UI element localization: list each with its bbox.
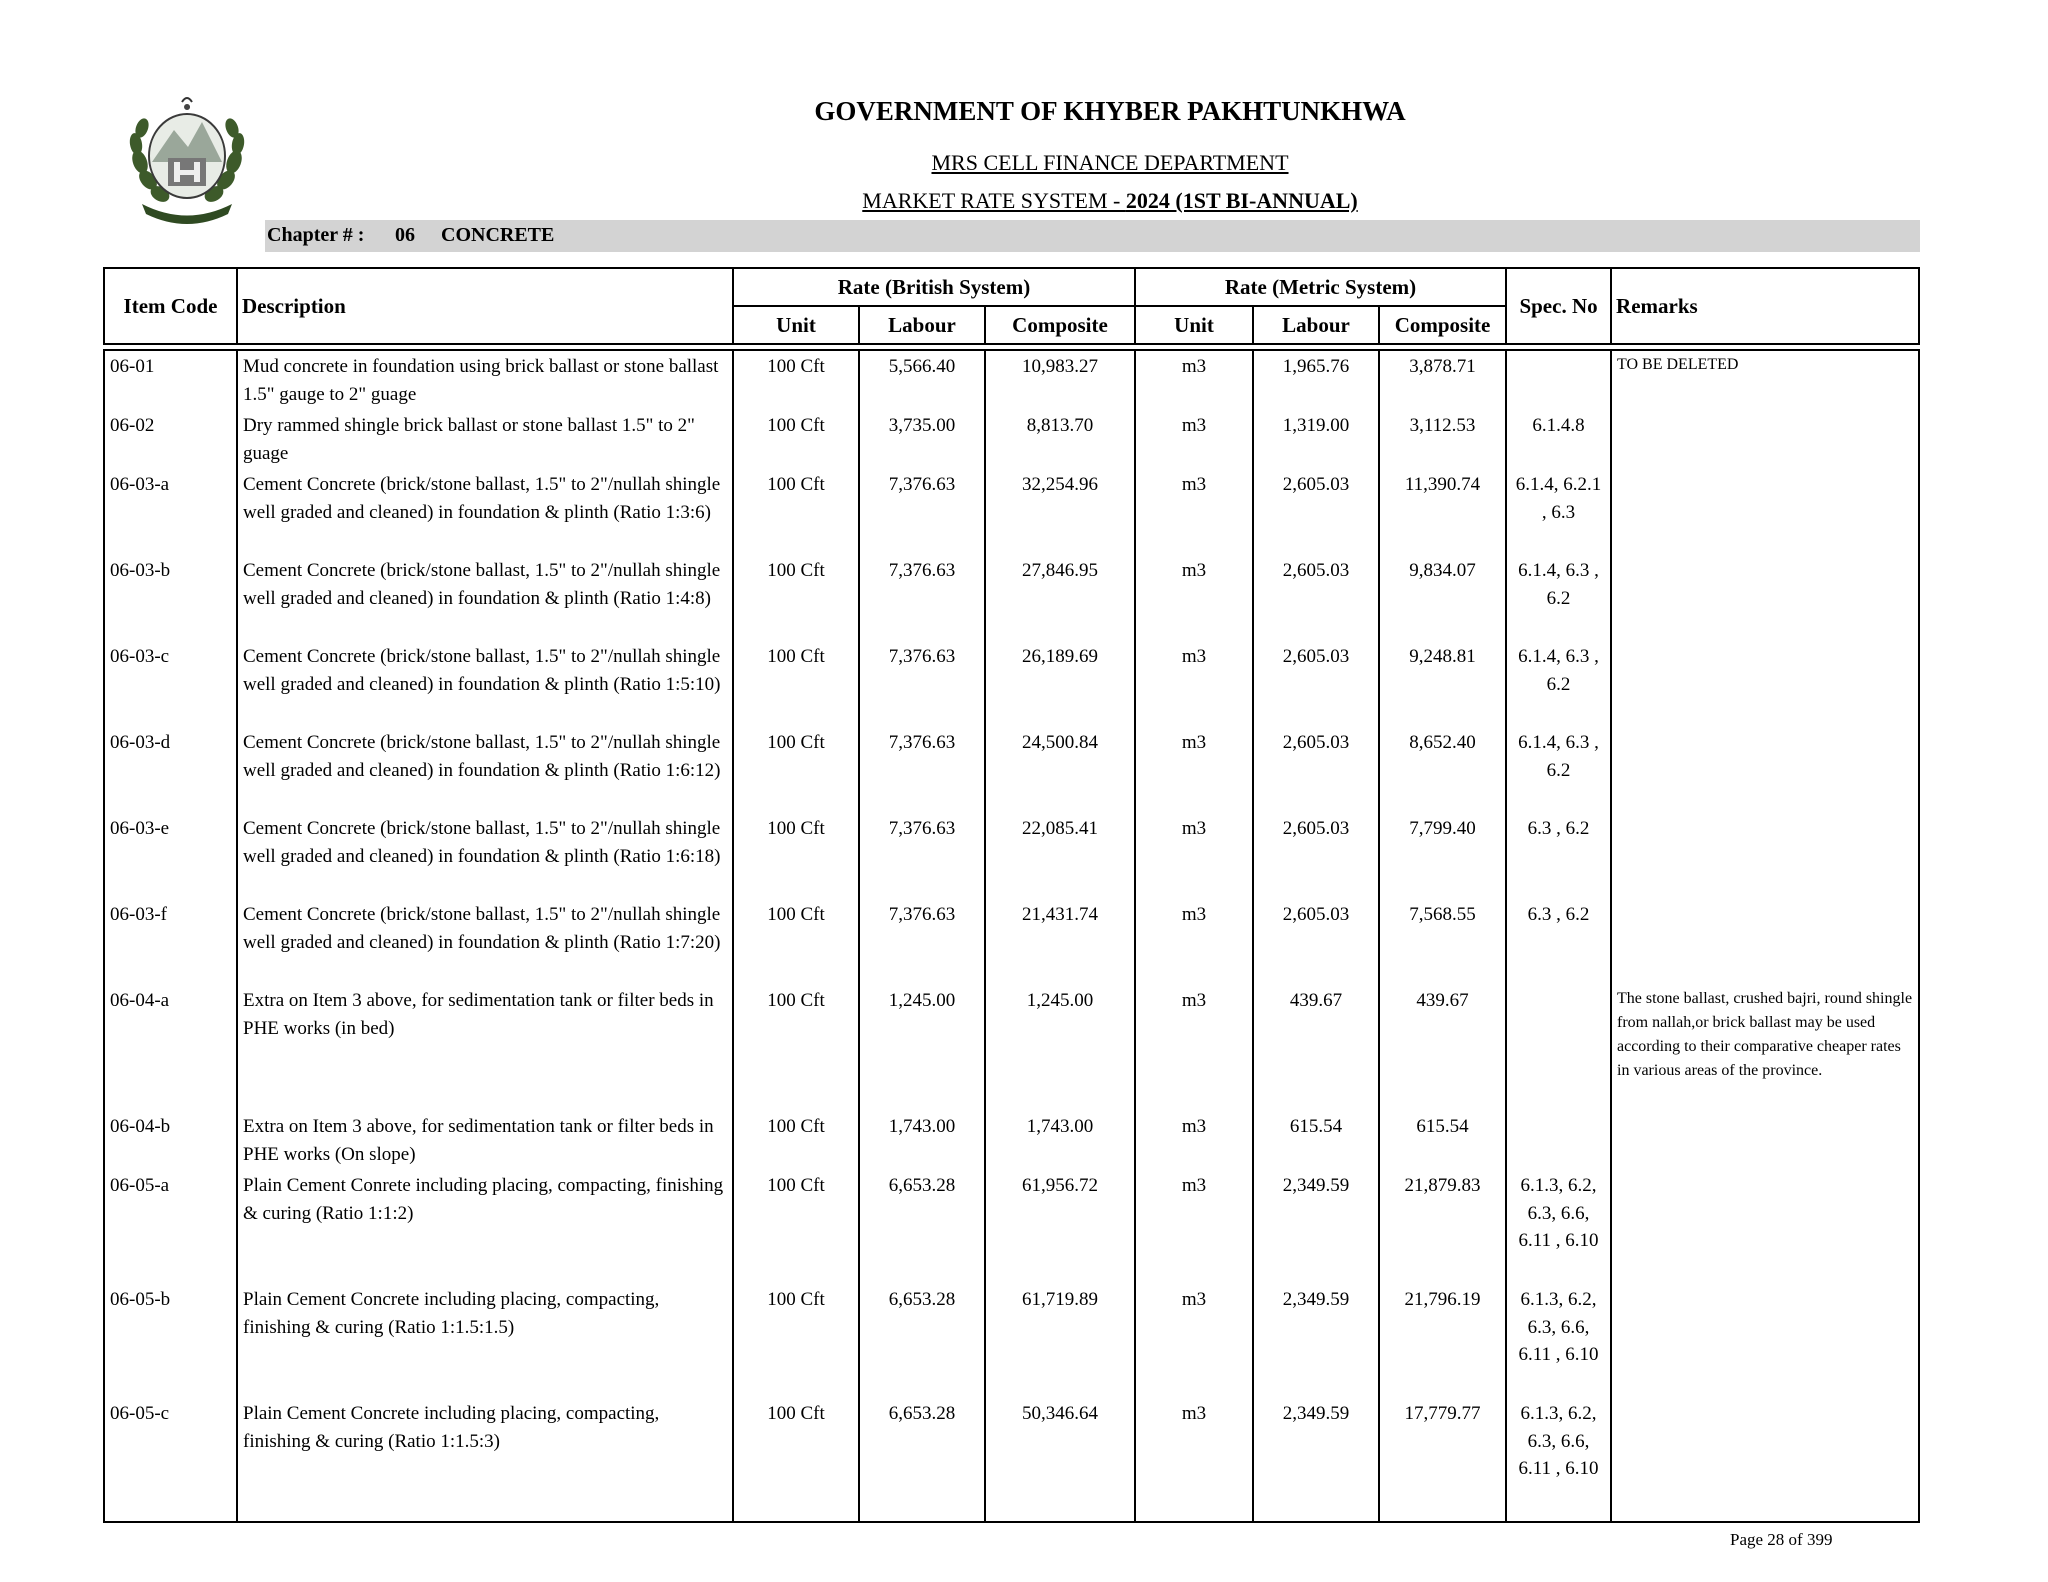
cell-item-code: 06-04-b [110, 1116, 171, 1137]
cell-british-unit: 100 Cft [733, 1284, 859, 1398]
cell-metric-labour: 2,605.03 [1253, 899, 1379, 985]
cell-british-labour: 5,566.40 [859, 350, 985, 410]
empty-cell [1253, 1508, 1379, 1522]
cell-metric-labour: 1,965.76 [1253, 350, 1379, 410]
cell-metric-labour: 2,605.03 [1253, 469, 1379, 555]
cell-british-composite: 27,846.95 [985, 555, 1135, 641]
cell-metric-composite: 7,799.40 [1379, 813, 1506, 899]
cell-item-code: 06-03-b [110, 560, 171, 581]
col-metric-unit: Unit [1135, 306, 1253, 344]
empty-cell [733, 1508, 859, 1522]
cell-remarks [1611, 1111, 1919, 1170]
cell-british-labour: 6,653.28 [859, 1284, 985, 1398]
cell-description: Cement Concrete (brick/stone ballast, 1.5" to 2"/nullah shingle well graded and cleaned) in foundation & plinth (Ratio 1:7:20) [237, 899, 733, 985]
empty-cell [985, 1508, 1135, 1522]
cell-metric-composite: 7,568.55 [1379, 899, 1506, 985]
cell-remarks [1611, 1170, 1919, 1284]
cell-description: Extra on Item 3 above, for sedimentation tank or filter beds in PHE works (in bed) [237, 985, 733, 1111]
cell-british-composite: 61,719.89 [985, 1284, 1135, 1398]
empty-cell [1135, 1508, 1253, 1522]
cell-spec-no: 6.3 , 6.2 [1506, 899, 1611, 985]
cell-british-labour: 1,743.00 [859, 1111, 985, 1170]
cell-british-composite: 50,346.64 [985, 1398, 1135, 1508]
cell-british-unit: 100 Cft [733, 410, 859, 469]
col-spec-no: Spec. No [1506, 268, 1611, 344]
cell-metric-unit: m3 [1135, 350, 1253, 410]
table-body [103, 349, 1920, 1523]
cell-remarks [1611, 1398, 1919, 1508]
cell-item-code: 06-05-a [110, 1175, 170, 1196]
cell-metric-composite: 21,796.19 [1379, 1284, 1506, 1398]
col-metric-composite: Composite [1379, 306, 1506, 344]
cell-metric-composite: 439.67 [1379, 985, 1506, 1111]
table-row [104, 641, 1919, 727]
col-british-labour: Labour [859, 306, 985, 344]
cell-item-code: 06-01 [110, 356, 155, 377]
cell-british-unit: 100 Cft [733, 1170, 859, 1284]
cell-item-code: 06-03-f [110, 904, 167, 925]
cell-british-composite: 24,500.84 [985, 727, 1135, 813]
table-row [104, 410, 1919, 469]
cell-spec-no: 6.1.3, 6.2, 6.3, 6.6, 6.11 , 6.10 [1506, 1398, 1611, 1508]
cell-description: Dry rammed shingle brick ballast or stone ballast 1.5" to 2" guage [237, 410, 733, 469]
table-row [104, 727, 1919, 813]
cell-british-composite: 32,254.96 [985, 469, 1135, 555]
cell-description: Cement Concrete (brick/stone ballast, 1.5" to 2"/nullah shingle well graded and cleaned) in foundation & plinth (Ratio 1:6:18) [237, 813, 733, 899]
cell-british-labour: 7,376.63 [859, 813, 985, 899]
cell-spec-no: 6.1.4, 6.2.1 , 6.3 [1506, 469, 1611, 555]
rate-system-prefix: MARKET RATE SYSTEM - [862, 188, 1126, 213]
chapter-label: Chapter # : [267, 224, 365, 246]
col-metric-system: Rate (Metric System) [1135, 268, 1506, 306]
col-description: Description [237, 268, 733, 344]
cell-metric-composite: 615.54 [1379, 1111, 1506, 1170]
page-number: Page 28 of 399 [1730, 1530, 1833, 1549]
table-filler-row [104, 1508, 1919, 1522]
empty-cell [1379, 1508, 1506, 1522]
cell-british-unit: 100 Cft [733, 1398, 859, 1508]
cell-metric-composite: 11,390.74 [1379, 469, 1506, 555]
cell-remarks [1611, 1284, 1919, 1398]
cell-description: Cement Concrete (brick/stone ballast, 1.5" to 2"/nullah shingle well graded and cleaned) in foundation & plinth (Ratio 1:4:8) [237, 555, 733, 641]
cell-item-code: 06-02 [110, 415, 155, 436]
col-british-unit: Unit [733, 306, 859, 344]
cell-description: Extra on Item 3 above, for sedimentation tank or filter beds in PHE works (On slope) [237, 1111, 733, 1170]
cell-item-code: 06-03-a [110, 474, 170, 495]
table-row [104, 813, 1919, 899]
cell-metric-labour: 2,605.03 [1253, 555, 1379, 641]
cell-metric-composite: 21,879.83 [1379, 1170, 1506, 1284]
cell-metric-unit: m3 [1135, 469, 1253, 555]
cell-metric-unit: m3 [1135, 813, 1253, 899]
cell-british-unit: 100 Cft [733, 899, 859, 985]
cell-item-code: 06-04-a [110, 990, 170, 1011]
cell-british-labour: 7,376.63 [859, 727, 985, 813]
chapter-number: 06 [395, 224, 415, 246]
cell-british-unit: 100 Cft [733, 813, 859, 899]
cell-metric-unit: m3 [1135, 1111, 1253, 1170]
cell-spec-no: 6.1.4, 6.3 , 6.2 [1506, 555, 1611, 641]
table-row [104, 469, 1919, 555]
rate-system-title [790, 188, 1430, 214]
table-row [104, 350, 1919, 410]
cell-metric-unit: m3 [1135, 555, 1253, 641]
cell-description: Mud concrete in foundation using brick ballast or stone ballast 1.5" gauge to 2" guage [237, 350, 733, 410]
cell-item-code: 06-03-d [110, 732, 171, 753]
rates-table [103, 267, 1918, 1523]
col-british-composite: Composite [985, 306, 1135, 344]
cell-metric-composite: 3,112.53 [1379, 410, 1506, 469]
cell-item-code: 06-03-e [110, 818, 170, 839]
cell-british-unit: 100 Cft [733, 641, 859, 727]
cell-remarks [1611, 469, 1919, 555]
table-row [104, 1398, 1919, 1508]
cell-spec-no: 6.1.4, 6.3 , 6.2 [1506, 641, 1611, 727]
cell-remarks [1611, 555, 1919, 641]
cell-spec-no: 6.1.4, 6.3 , 6.2 [1506, 727, 1611, 813]
cell-spec-no: 6.1.3, 6.2, 6.3, 6.6, 6.11 , 6.10 [1506, 1170, 1611, 1284]
cell-british-unit: 100 Cft [733, 985, 859, 1111]
cell-metric-composite: 8,652.40 [1379, 727, 1506, 813]
cell-description: Cement Concrete (brick/stone ballast, 1.5" to 2"/nullah shingle well graded and cleaned) in foundation & plinth (Ratio 1:5:10) [237, 641, 733, 727]
cell-british-composite: 61,956.72 [985, 1170, 1135, 1284]
chapter-name: CONCRETE [441, 224, 555, 246]
cell-metric-composite: 9,834.07 [1379, 555, 1506, 641]
cell-metric-unit: m3 [1135, 985, 1253, 1111]
cell-british-labour: 7,376.63 [859, 899, 985, 985]
cell-remarks: The stone ballast, crushed bajri, round shingle from nallah,or brick ballast may be used according to their comparative cheaper rates in various areas of the province. [1611, 985, 1919, 1111]
table-row [104, 1284, 1919, 1398]
col-item-code: Item Code [104, 268, 237, 344]
cell-spec-no: 6.3 , 6.2 [1506, 813, 1611, 899]
table-row [104, 985, 1919, 1111]
col-remarks: Remarks [1611, 268, 1919, 344]
cell-spec-no: 6.1.4.8 [1506, 410, 1611, 469]
cell-metric-unit: m3 [1135, 727, 1253, 813]
table-row [104, 899, 1919, 985]
cell-metric-labour: 2,605.03 [1253, 727, 1379, 813]
government-emblem-logo [122, 92, 252, 230]
cell-item-code: 06-05-c [110, 1403, 170, 1424]
rate-system-period: 2024 (1ST BI-ANNUAL) [1125, 188, 1358, 213]
cell-metric-labour: 439.67 [1253, 985, 1379, 1111]
cell-remarks [1611, 641, 1919, 727]
col-metric-labour: Labour [1253, 306, 1379, 344]
cell-british-unit: 100 Cft [733, 555, 859, 641]
cell-british-labour: 6,653.28 [859, 1170, 985, 1284]
cell-british-composite: 1,245.00 [985, 985, 1135, 1111]
cell-metric-unit: m3 [1135, 1398, 1253, 1508]
empty-cell [1506, 1508, 1611, 1522]
empty-cell [237, 1508, 733, 1522]
chapter-bar [265, 220, 1920, 252]
empty-cell [1611, 1508, 1919, 1522]
cell-remarks: TO BE DELETED [1611, 350, 1919, 410]
cell-metric-labour: 2,349.59 [1253, 1398, 1379, 1508]
cell-description: Plain Cement Concrete including placing, compacting, finishing & curing (Ratio 1:1.5:3) [237, 1398, 733, 1508]
cell-metric-labour: 2,349.59 [1253, 1170, 1379, 1284]
cell-british-composite: 26,189.69 [985, 641, 1135, 727]
cell-british-unit: 100 Cft [733, 727, 859, 813]
table-header [103, 267, 1920, 345]
cell-british-labour: 7,376.63 [859, 469, 985, 555]
cell-british-composite: 21,431.74 [985, 899, 1135, 985]
cell-metric-composite: 17,779.77 [1379, 1398, 1506, 1508]
cell-description: Cement Concrete (brick/stone ballast, 1.5" to 2"/nullah shingle well graded and cleaned) in foundation & plinth (Ratio 1:3:6) [237, 469, 733, 555]
cell-spec-no [1506, 1111, 1611, 1170]
cell-british-labour: 7,376.63 [859, 555, 985, 641]
empty-cell [859, 1508, 985, 1522]
cell-description: Cement Concrete (brick/stone ballast, 1.5" to 2"/nullah shingle well graded and cleaned) in foundation & plinth (Ratio 1:6:12) [237, 727, 733, 813]
table-row [104, 1111, 1919, 1170]
cell-spec-no [1506, 350, 1611, 410]
cell-metric-labour: 2,605.03 [1253, 813, 1379, 899]
cell-metric-composite: 9,248.81 [1379, 641, 1506, 727]
cell-description: Plain Cement Conrete including placing, compacting, finishing & curing (Ratio 1:1:2) [237, 1170, 733, 1284]
col-british-system: Rate (British System) [733, 268, 1135, 306]
cell-metric-unit: m3 [1135, 641, 1253, 727]
cell-british-labour: 1,245.00 [859, 985, 985, 1111]
cell-british-labour: 6,653.28 [859, 1398, 985, 1508]
empty-cell [104, 1508, 237, 1522]
cell-metric-unit: m3 [1135, 1284, 1253, 1398]
cell-remarks [1611, 410, 1919, 469]
cell-description: Plain Cement Concrete including placing, compacting, finishing & curing (Ratio 1:1.5:1.5) [237, 1284, 733, 1398]
cell-british-unit: 100 Cft [733, 1111, 859, 1170]
cell-remarks [1611, 727, 1919, 813]
cell-metric-unit: m3 [1135, 410, 1253, 469]
cell-metric-unit: m3 [1135, 1170, 1253, 1284]
cell-spec-no [1506, 985, 1611, 1111]
cell-british-composite: 22,085.41 [985, 813, 1135, 899]
cell-item-code: 06-05-b [110, 1289, 171, 1310]
cell-spec-no: 6.1.3, 6.2, 6.3, 6.6, 6.11 , 6.10 [1506, 1284, 1611, 1398]
government-title: GOVERNMENT OF KHYBER PAKHTUNKHWA [814, 96, 1406, 126]
cell-british-composite: 10,983.27 [985, 350, 1135, 410]
cell-item-code: 06-03-c [110, 646, 170, 667]
cell-british-labour: 7,376.63 [859, 641, 985, 727]
cell-british-unit: 100 Cft [733, 350, 859, 410]
cell-british-composite: 1,743.00 [985, 1111, 1135, 1170]
cell-metric-labour: 1,319.00 [1253, 410, 1379, 469]
cell-british-composite: 8,813.70 [985, 410, 1135, 469]
cell-metric-labour: 2,349.59 [1253, 1284, 1379, 1398]
cell-metric-labour: 615.54 [1253, 1111, 1379, 1170]
cell-metric-labour: 2,605.03 [1253, 641, 1379, 727]
department-title: MRS CELL FINANCE DEPARTMENT [931, 150, 1289, 175]
cell-british-labour: 3,735.00 [859, 410, 985, 469]
table-row [104, 555, 1919, 641]
table-row [104, 1170, 1919, 1284]
cell-metric-composite: 3,878.71 [1379, 350, 1506, 410]
cell-remarks [1611, 813, 1919, 899]
cell-british-unit: 100 Cft [733, 469, 859, 555]
cell-metric-unit: m3 [1135, 899, 1253, 985]
cell-remarks [1611, 899, 1919, 985]
